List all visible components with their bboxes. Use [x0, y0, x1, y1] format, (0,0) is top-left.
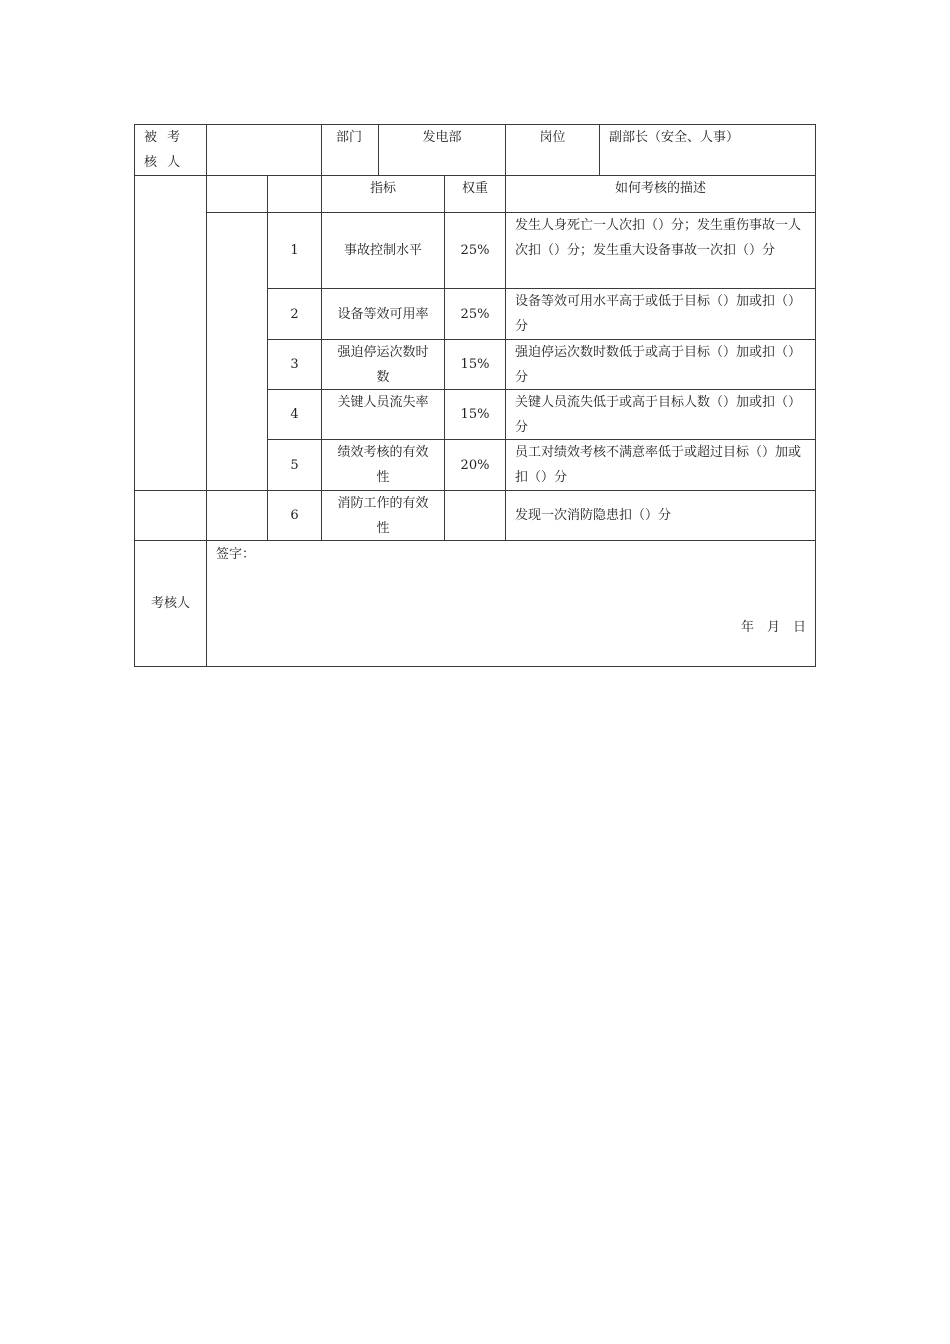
- rule-col1: [206, 124, 207, 667]
- row-3-description: 强迫停运次数时数低于或高于目标（）加或扣（）分: [515, 345, 802, 385]
- row-4-weight: 15%: [460, 407, 490, 422]
- post-label: 岗位: [539, 130, 566, 145]
- assessment-form-table: [134, 124, 816, 667]
- dept-value: 发电部: [422, 130, 462, 145]
- column-head-description: 如何考核的描述: [614, 181, 706, 196]
- row-1-indicator: 事故控制水平: [343, 243, 422, 258]
- row-5-weight: 20%: [460, 457, 490, 473]
- row-1-weight: 25%: [460, 243, 490, 258]
- rule-right: [815, 124, 816, 667]
- assessee-label: 被 考 核 人: [144, 130, 184, 170]
- row-6-no: 6: [290, 508, 299, 523]
- rule-row6-bottom: [134, 540, 816, 541]
- row-1-no: 1: [290, 243, 299, 258]
- row-6-indicator: 消防工作的有效性: [337, 495, 429, 536]
- row-6-weight: [445, 491, 505, 540]
- row-3-no: 3: [290, 357, 299, 372]
- column-head-weight: 权重: [461, 181, 488, 196]
- row-4-indicator: 关键人员流失率: [337, 395, 429, 410]
- row-4-description: 关键人员流失低于或高于目标人数（）加或扣（）分: [515, 395, 802, 435]
- signature-label[interactable]: 签字：: [216, 547, 256, 562]
- dept-label: 部门: [336, 130, 363, 145]
- rule-bottom: [134, 666, 816, 667]
- post-value: 副部长（安全、人事）: [609, 130, 740, 145]
- row-3-weight: 15%: [460, 357, 490, 372]
- row-2-indicator: 设备等效可用率: [337, 306, 429, 322]
- row-5-description: 员工对绩效考核不满意率低于或超过目标（）加或扣（）分: [515, 445, 802, 485]
- row-6-description: 发现一次消防隐患扣（）分: [515, 508, 672, 523]
- assessor-label: 考核人: [150, 596, 190, 611]
- row-1-description: 发生人身死亡一人次扣（）分；发生重伤事故一人次扣（）分；发生重大设备事故一次扣（）分: [515, 218, 802, 258]
- row-5-indicator: 绩效考核的有效性: [337, 445, 429, 485]
- column-head-indicator: 指标: [369, 181, 396, 196]
- row-4-no: 4: [290, 407, 299, 422]
- row-2-weight: 25%: [460, 306, 490, 322]
- rule-col-post-right: [599, 124, 600, 176]
- row-2-no: 2: [290, 306, 299, 322]
- row-3-indicator: 强迫停运次数时数: [337, 344, 429, 385]
- signature-date[interactable]: 年 月 日: [740, 620, 806, 635]
- row-5-no: 5: [290, 457, 299, 473]
- row-2-description: 设备等效可用水平高于或低于目标（）加或扣（）分: [515, 294, 802, 334]
